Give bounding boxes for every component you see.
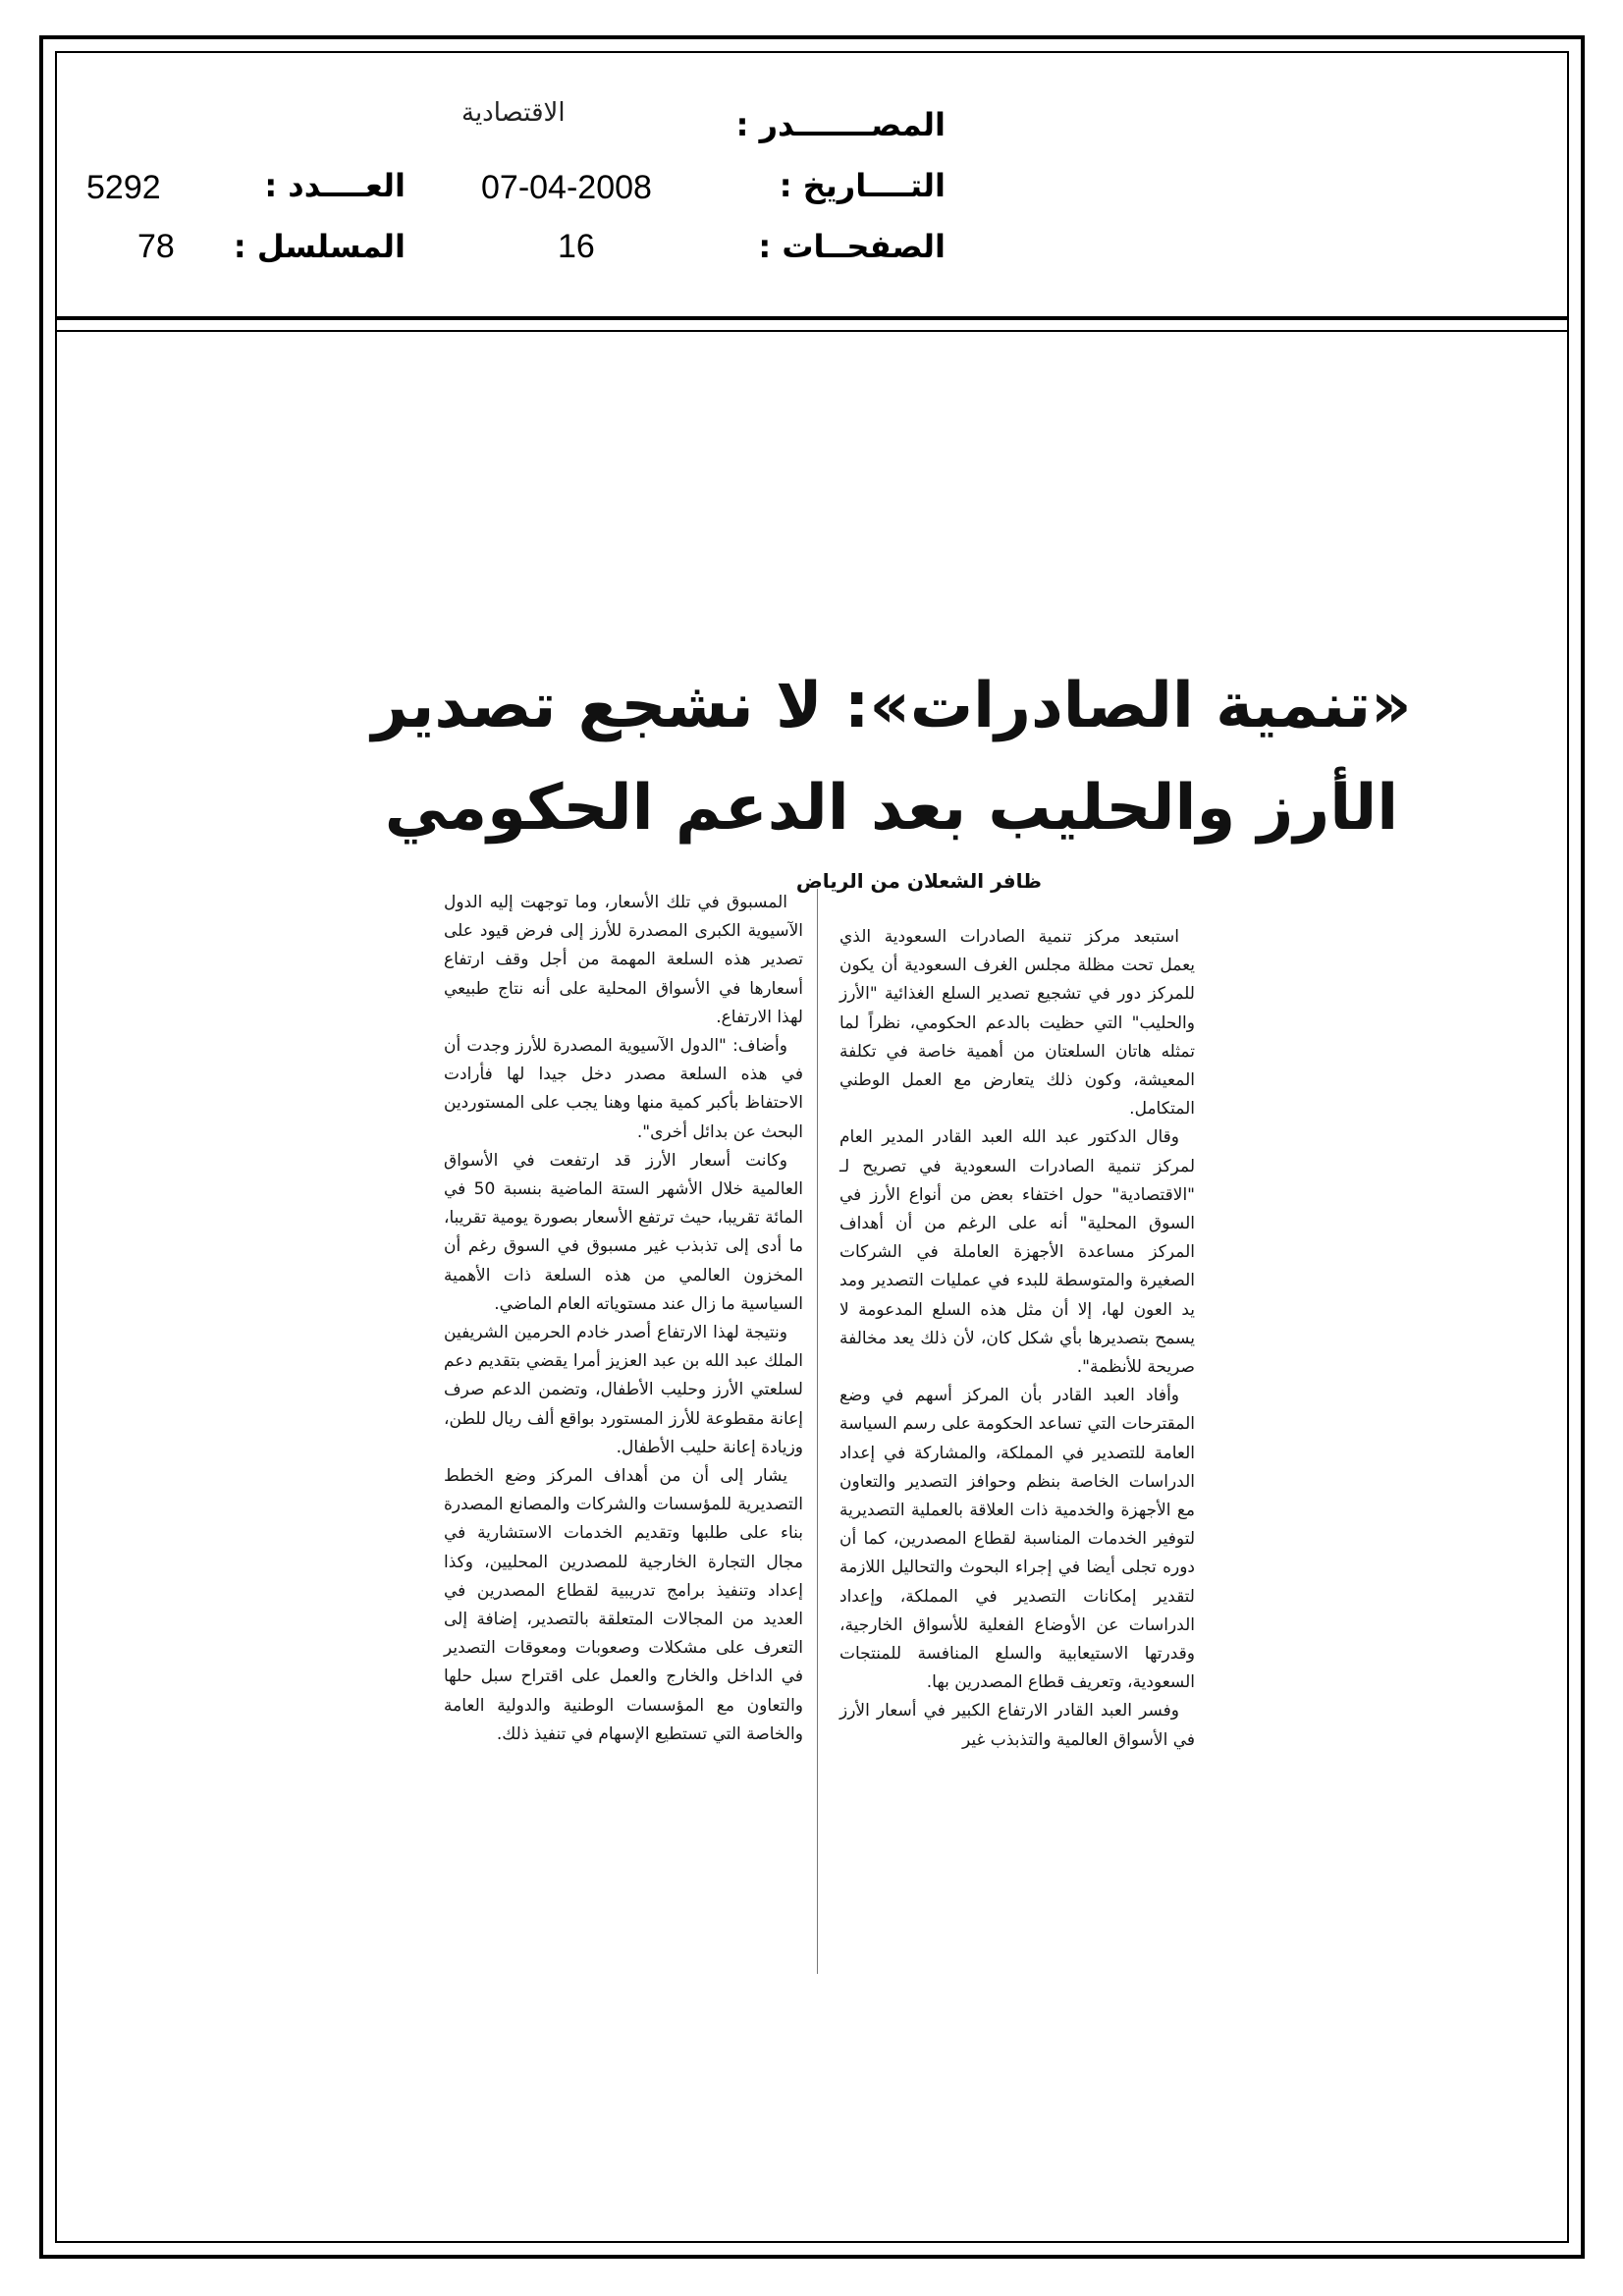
pages-label: الصفحــات : bbox=[758, 228, 946, 265]
source-value: الاقتصادية bbox=[461, 98, 566, 128]
source-label: المصـــــــدر : bbox=[735, 106, 946, 143]
headline-line-2: الأرز والحليب بعد الدعم الحكومي bbox=[384, 772, 1399, 845]
column-divider bbox=[817, 889, 818, 1974]
paragraph: وأفاد العبد القادر بأن المركز أسهم في وضع المقترحات التي تساعد الحكومة على رسم السياسة العامة للتصدير في المملكة، والمشاركة في إعداد الدراسات الخاصة بنظم وحوافز التصدير والتعاون مع الأجهزة والخدمية ذات العلاقة بالعملية التصديرية لتوفير الخدمات المناسبة لقطاع المصدرين، كما أن دوره تجلى أيضا في إجراء البحوث والتحاليل اللازمة لتقدير إمكانات التصدير في المملكة، وإعداد الدراسات عن الأوضاع الفعلية للأسواق الخارجية، وقدرتها الاستيعابية والسلع المنافسة للمنتجات السعودية، وتعريف قطاع المصدرين بها. bbox=[839, 1386, 1195, 1693]
paragraph: استبعد مركز تنمية الصادرات السعودية الذي يعمل تحت مظلة مجلس الغرف السعودية أن يكون للمركز دور في تشجيع تصدير السلع الغذائية "الأرز والحليب" التي حظيت بالدعم الحكومي، نظراً لما تمثله هاتان السلعتان من أهمية خاصة في تكلفة المعيشة، وكون ذلك يتعارض مع العمل الوطني المتكامل. bbox=[839, 927, 1195, 1120]
article-column-right bbox=[839, 923, 1195, 1755]
paragraph: يشار إلى أن من أهداف المركز وضع الخطط التصديرية للمؤسسات والشركات والمصانع المصدرة بناء على طلبها وتقديم الخدمات الاستشارية في مجال التجارة الخارجية للمصدرين المحليين، وكذا إعداد وتنفيذ برامج تدريبية لقطاع المصدرين في العديد من المجالات المتعلقة بالتصدير، إضافة إلى التعرف على مشكلات وصعوبات ومعوقات التصدير في الداخل والخارج والعمل على اقتراح سبل حلها والتعاون مع المؤسسات الوطنية والدولية العامة والخاصة التي تستطيع الإسهام في تنفيذ ذلك. bbox=[444, 1466, 803, 1744]
paragraph: وقال الدكتور عبد الله العبد القادر المدير العام لمركز تنمية الصادرات السعودية في تصريح لـ "الاقتصادية" حول اختفاء بعض من أنواع الأرز في السوق المحلية" أنه على الرغم من أن أهداف المركز مساعدة الأجهزة العاملة في الشركات الصغيرة والمتوسطة للبدء في عمليات التصدير ومد يد العون لها، إلا أن مثل هذه السلع المدعومة لا يسمح بتصديرها بأي شكل كان، لأن ذلك يعد مخالفة صريحة للأنظمة". bbox=[839, 1127, 1195, 1378]
serial-value: 78 bbox=[137, 228, 175, 265]
issue-label: العــــدد : bbox=[264, 167, 406, 204]
paragraph: وفسر العبد القادر الارتفاع الكبير في أسعار الأرز في الأسواق العالمية والتذبذب غير bbox=[839, 1701, 1195, 1750]
headline-line-1: «تنمية الصادرات»: لا نشجع تصدير bbox=[371, 670, 1412, 742]
header-divider-thin bbox=[55, 330, 1569, 332]
date-label: التــــاريخ : bbox=[779, 167, 946, 204]
byline: ظافر الشعلان من الرياض bbox=[795, 869, 1042, 893]
inner-frame bbox=[55, 51, 1569, 2243]
paragraph: وأضاف: "الدول الآسيوية المصدرة للأرز وجدت أن في هذه السلعة مصدر دخل جيدا لها فأرادت الاحتفاظ بأكبر كمية منها وهنا يجب على المستوردين البحث عن بدائل أخرى". bbox=[444, 1036, 803, 1142]
paragraph: المسبوق في تلك الأسعار، وما توجهت إليه الدول الآسيوية الكبرى المصدرة للأرز إلى فرض قيود على تصدير هذه السلعة المهمة من أجل وقف ارتفاع أسعارها في الأسواق المحلية على أنه نتاج طبيعي لهذا الارتفاع. bbox=[444, 893, 803, 1027]
serial-label: المسلسل : bbox=[233, 228, 406, 265]
header-divider bbox=[55, 316, 1569, 320]
issue-value: 5292 bbox=[86, 169, 161, 206]
date-value: 07-04-2008 bbox=[481, 169, 652, 206]
pages-value: 16 bbox=[558, 228, 595, 265]
article-column-left bbox=[444, 889, 803, 1749]
paragraph: ونتيجة لهذا الارتفاع أصدر خادم الحرمين الشريفين الملك عبد الله بن عبد العزيز أمرا يقضي بتقديم دعم لسلعتي الأرز وحليب الأطفال، وتضمن الدعم صرف إعانة مقطوعة للأرز المستورد بواقع ألف ريال للطن، وزيادة إعانة حليب الأطفال. bbox=[444, 1323, 803, 1457]
paragraph: وكانت أسعار الأرز قد ارتفعت في الأسواق العالمية خلال الأشهر الستة الماضية بنسبة 50 في المائة تقريبا، حيث ترتفع الأسعار بصورة يومية تقريبا، ما أدى إلى تذبذب غير مسبوق في السوق رغم أن المخزون العالمي من هذه السلعة ذات الأهمية السياسية ما زال عند مستوياته العام الماضي. bbox=[444, 1150, 804, 1314]
